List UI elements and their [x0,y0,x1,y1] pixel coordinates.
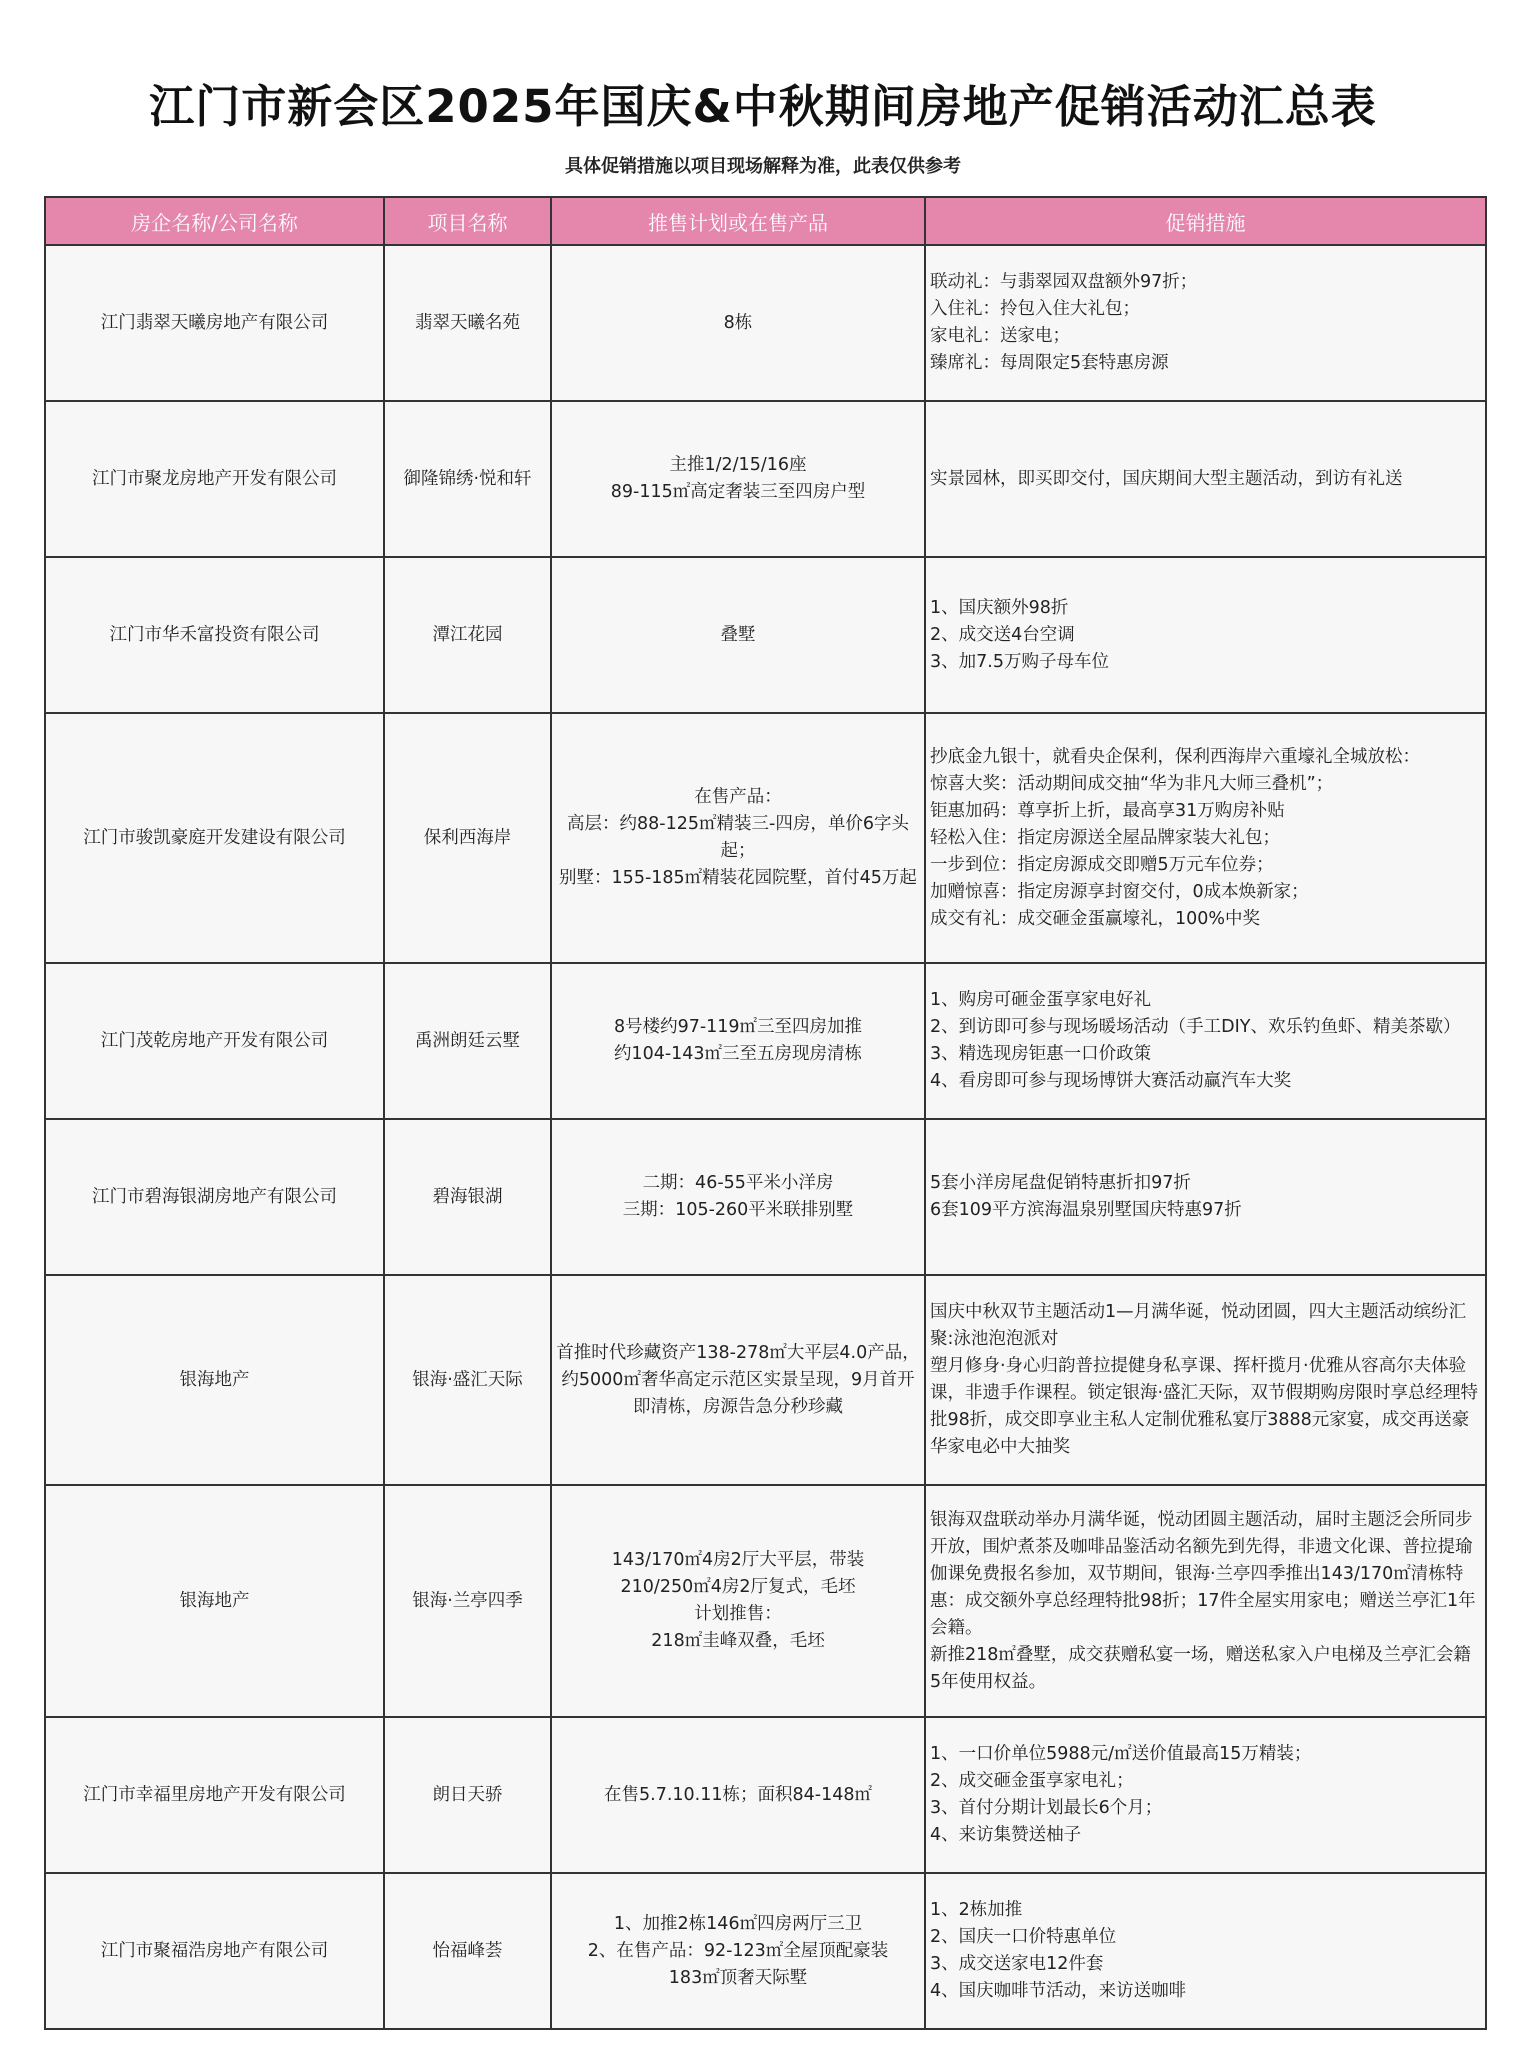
company-cell: 江门茂乾房地产开发有限公司 [45,963,384,1119]
product-line: 2、在售产品：92-123㎡全屋顶配豪装 [587,1940,889,1961]
promotion-line: 1、购房可砸金蛋享家电好礼 [930,990,1152,1010]
product-line: 8栋 [723,312,753,333]
promotion-cell [925,1275,1486,1485]
product-line: 别墅：155-185㎡精装花园院墅，首付45万起 [559,868,917,888]
product-line: 主推1/2/15/16座 [669,455,807,475]
promotion-line: 联动礼：与翡翠园双盘额外97折； [930,272,1198,292]
promotion-line: 4、国庆咖啡节活动，来访送咖啡 [930,1981,1187,2001]
promotion-cell [925,713,1486,963]
company-cell: 银海地产 [45,1485,384,1717]
product-line: 叠墅 [720,624,756,645]
table-row [45,713,1486,963]
product-cell [551,1717,925,1873]
promotion-cell [925,1119,1486,1275]
promotion-line: 银海双盘联动举办月满华诞，悦动团圆主题活动，届时主题泛会所同步开放，围炉煮茶及咖啡品鉴活动名额先到先得，非遗文化课、普拉提瑜伽课免费报名参加，双节期间，银海·兰亭四季推出143/170㎡清栋特惠：成交额外享总经理特批98折；17件全屋实用家电；赠送兰亭汇1年会籍。 [930,1509,1476,1638]
product-line: 183㎡顶奢天际墅 [668,1967,808,1988]
promotion-cell [925,1485,1486,1717]
promotion-line: 5套小洋房尾盘促销特惠折扣97折 [930,1173,1191,1193]
promotion-table [44,196,1487,2030]
product-line: 8号楼约97-119㎡三至四房加推 [613,1017,863,1037]
promotion-line: 惊喜大奖：活动期间成交抽“华为非凡大师三叠机”； [930,773,1334,794]
promotion-line: 2、成交送4台空调 [930,624,1075,645]
table-row [45,1275,1486,1485]
promotion-line: 塑月修身·身心归韵普拉提健身私享课、挥杆揽月·优雅从容高尔夫体验课，非遗手作课程。锁定银海·盛汇天际，双节假期购房限时享总经理特批98折，成交即享业主私人定制优雅私宴厅3888元家宴，成交再送豪华家电必中大抽奖 [930,1356,1479,1457]
promotion-line: 成交有礼：成交砸金蛋赢壕礼，100%中奖 [930,908,1261,929]
project-cell: 禹洲朗廷云墅 [384,963,551,1119]
header-company: 房企名称/公司名称 [45,197,384,245]
product-cell [551,557,925,713]
project-cell: 保利西海岸 [384,713,551,963]
promotion-line: 4、来访集赞送柚子 [930,1825,1082,1845]
product-line: 三期：105-260平米联排别墅 [622,1200,854,1220]
project-cell: 碧海银湖 [384,1119,551,1275]
table-row [45,1717,1486,1873]
header-promotion: 促销措施 [925,197,1486,245]
table-row [45,245,1486,401]
promotion-line: 1、一口价单位5988元/㎡送价值最高15万精装； [930,1744,1312,1764]
promotion-line: 钜惠加码：尊享折上折，最高享31万购房补贴 [930,800,1285,821]
header-product: 推售计划或在售产品 [551,197,925,245]
company-cell: 江门市碧海银湖房地产有限公司 [45,1119,384,1275]
promotion-line: 抄底金九银十，就看央企保利，保利西海岸六重壕礼全城放松： [930,746,1420,767]
product-line: 约104-143㎡三至五房现房清栋 [613,1044,863,1064]
table-row [45,1873,1486,2029]
company-cell: 江门市聚龙房地产开发有限公司 [45,401,384,557]
project-cell: 翡翠天曦名苑 [384,245,551,401]
product-line: 首推时代珍藏资产138-278㎡大平层4.0产品，约5000㎡奢华高定示范区实景呈现，9月首开即清栋，房源告急分秒珍藏 [556,1342,920,1417]
company-cell: 江门市华禾富投资有限公司 [45,557,384,713]
table-row [45,1119,1486,1275]
table-row [45,557,1486,713]
project-cell: 朗日天骄 [384,1717,551,1873]
promotion-line: 2、成交砸金蛋享家电礼； [930,1771,1134,1791]
product-cell [551,401,925,557]
promotion-cell [925,245,1486,401]
company-cell: 江门市聚福浩房地产有限公司 [45,1873,384,2029]
promotion-line: 3、加7.5万购子母车位 [930,651,1109,672]
promotion-line: 国庆中秋双节主题活动1—月满华诞，悦动团圆，四大主题活动缤纷汇聚:泳池泡泡派对 [930,1302,1467,1349]
company-cell: 银海地产 [45,1275,384,1485]
table-row [45,963,1486,1119]
promotion-cell [925,401,1486,557]
company-cell: 江门翡翠天曦房地产有限公司 [45,245,384,401]
promotion-line: 4、看房即可参与现场博饼大赛活动赢汽车大奖 [930,1071,1292,1091]
promotion-line: 一步到位：指定房源成交即赠5万元车位券； [930,854,1274,875]
product-line: 210/250㎡4房2厅复式，毛坯 [620,1577,856,1597]
company-cell: 江门市骏凯豪庭开发建设有限公司 [45,713,384,963]
promotion-line: 1、2栋加推 [930,1900,1023,1920]
promotion-cell [925,557,1486,713]
product-line: 143/170㎡4房2厅大平层，带装 [611,1550,865,1570]
promotion-cell [925,963,1486,1119]
promotion-line: 加赠惊喜：指定房源享封窗交付，0成本焕新家； [930,881,1309,902]
page-subtitle: 具体促销措施以项目现场解释为准，此表仅供参考 [565,156,961,177]
promotion-line: 家电礼：送家电； [930,326,1070,346]
project-cell: 银海·盛汇天际 [384,1275,551,1485]
promotion-cell [925,1873,1486,2029]
product-line: 高层：约88-125㎡精装三-四房，单价6字头起； [567,814,909,861]
promotion-cell [925,1717,1486,1873]
product-cell [551,245,925,401]
product-cell [551,963,925,1119]
promotion-line: 2、到访即可参与现场暖场活动（手工DIY、欢乐钓鱼虾、精美茶歇） [930,1017,1461,1037]
product-cell [551,1873,925,2029]
promotion-line: 臻席礼：每周限定5套特惠房源 [930,353,1169,373]
project-cell: 御隆锦绣·悦和轩 [384,401,551,557]
table-body [45,245,1486,2029]
company-cell: 江门市幸福里房地产开发有限公司 [45,1717,384,1873]
promotion-line: 3、首付分期计划最长6个月； [930,1798,1163,1818]
promotion-line: 3、成交送家电12件套 [930,1954,1104,1974]
promotion-line: 6套109平方滨海温泉别墅国庆特惠97折 [930,1200,1242,1220]
promotion-line: 轻松入住：指定房源送全屋品牌家装大礼包； [930,827,1280,848]
product-line: 218㎡圭峰双叠，毛坯 [651,1631,825,1651]
promotion-line: 1、国庆额外98折 [930,597,1069,618]
promotion-line: 3、精选现房钜惠一口价政策 [930,1044,1152,1064]
project-cell: 潭江花园 [384,557,551,713]
product-line: 1、加推2栋146㎡四房两厅三卫 [613,1913,863,1934]
product-line: 二期：46-55平米小洋房 [642,1173,834,1193]
product-cell [551,1119,925,1275]
product-cell [551,1275,925,1485]
header-project: 项目名称 [384,197,551,245]
promotion-line: 2、国庆一口价特惠单位 [930,1927,1117,1947]
product-cell [551,1485,925,1717]
product-line: 在售5.7.10.11栋；面积84-148㎡ [604,1784,872,1805]
product-line: 89-115㎡高定奢装三至四房户型 [610,482,866,502]
table-header-row [45,197,1486,245]
promotion-line: 实景园林，即买即交付，国庆期间大型主题活动，到访有礼送 [930,468,1403,489]
project-cell: 银海·兰亭四季 [384,1485,551,1717]
table-row [45,1485,1486,1717]
page-title: 江门市新会区2025年国庆&中秋期间房地产促销活动汇总表 [149,80,1377,133]
product-line: 计划推售： [694,1604,782,1624]
product-line: 在售产品： [694,787,782,807]
project-cell: 怡福峰荟 [384,1873,551,2029]
product-cell [551,713,925,963]
promotion-line: 新推218㎡叠墅，成交获赠私宴一场，赠送私家入户电梯及兰亭汇会籍5年使用权益。 [930,1644,1471,1692]
promotion-line: 入住礼：拎包入住大礼包； [930,299,1140,319]
table-row [45,401,1486,557]
